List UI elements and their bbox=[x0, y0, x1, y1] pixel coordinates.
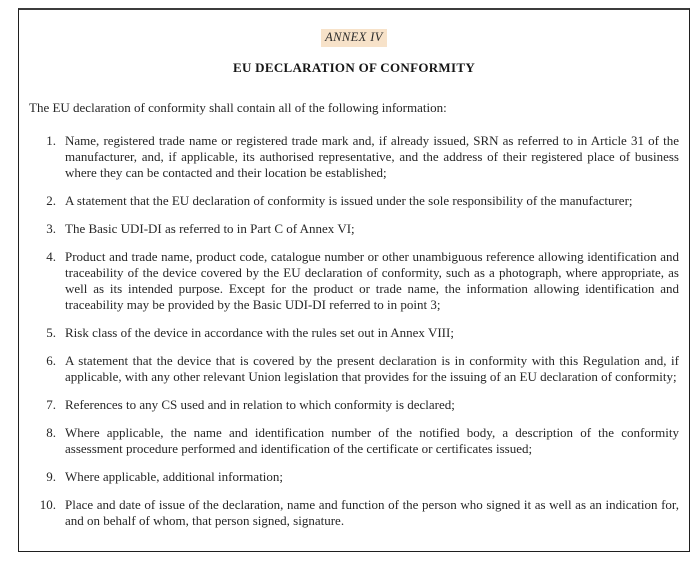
item-text: A statement that the device that is covered by the present declaration is in conformity with this Regulation and, if applicable, with any other relevant Union legislation that provides for the issuing of an EU declaration of conformity; bbox=[65, 353, 679, 384]
item-number: 9. bbox=[46, 469, 56, 484]
document-page bbox=[18, 8, 690, 552]
list-item bbox=[29, 133, 679, 181]
document-title: EU DECLARATION OF CONFORMITY bbox=[232, 60, 476, 75]
item-number: 1. bbox=[46, 133, 56, 148]
item-number: 8. bbox=[46, 425, 56, 440]
intro-paragraph: The EU declaration of conformity shall contain all of the following information: bbox=[29, 100, 447, 115]
item-text: Name, registered trade name or registered trade mark and, if already issued, SRN as referred to in Article 31 of the manufacturer, and, if applicable, its authorised representative, and the address of their registered place of business where they can be contacted and their location be established; bbox=[65, 133, 679, 180]
list-item bbox=[29, 249, 679, 313]
item-text: References to any CS used and in relation to which conformity is declared; bbox=[65, 397, 455, 412]
item-number: 3. bbox=[46, 221, 56, 236]
list-item bbox=[29, 221, 679, 237]
item-text: Risk class of the device in accordance with the rules set out in Annex VIII; bbox=[65, 325, 454, 340]
list-item bbox=[29, 497, 679, 529]
item-text: Where applicable, additional information; bbox=[65, 469, 284, 484]
item-number: 6. bbox=[46, 353, 56, 368]
item-number: 10. bbox=[39, 497, 56, 512]
annex-label: ANNEX IV bbox=[321, 29, 387, 47]
list-item bbox=[29, 469, 679, 485]
list-item bbox=[29, 193, 679, 209]
item-text: Place and date of issue of the declaration, name and function of the person who signed it as well as an indication for, and on behalf of whom, that person signed, signature. bbox=[65, 497, 679, 528]
list-item bbox=[29, 397, 679, 413]
item-number: 2. bbox=[46, 193, 56, 208]
numbered-list bbox=[29, 133, 679, 529]
list-item bbox=[29, 425, 679, 457]
item-text: Product and trade name, product code, catalogue number or other unambiguous reference allowing identification and traceability of the device covered by the EU declaration of conformity, such as a photograph, where appropriate, as well as its intended purpose. Except for the product or trade name, the information allowing identification and traceability may be provided by the Basic UDI-DI referred to in point 3; bbox=[65, 249, 679, 312]
item-number: 4. bbox=[46, 249, 56, 264]
item-text: A statement that the EU declaration of conformity is issued under the sole responsibility of the manufacturer; bbox=[65, 193, 633, 208]
list-item bbox=[29, 353, 679, 385]
item-number: 7. bbox=[46, 397, 56, 412]
list-item bbox=[29, 325, 679, 341]
item-text: The Basic UDI-DI as referred to in Part C of Annex VI; bbox=[65, 221, 355, 236]
item-text: Where applicable, the name and identification number of the notified body, a description of the conformity assessment procedure performed and identification of the certificate or certificates issued; bbox=[65, 425, 679, 456]
document-content bbox=[19, 10, 689, 529]
annex-label-row bbox=[29, 28, 679, 45]
item-number: 5. bbox=[46, 325, 56, 340]
